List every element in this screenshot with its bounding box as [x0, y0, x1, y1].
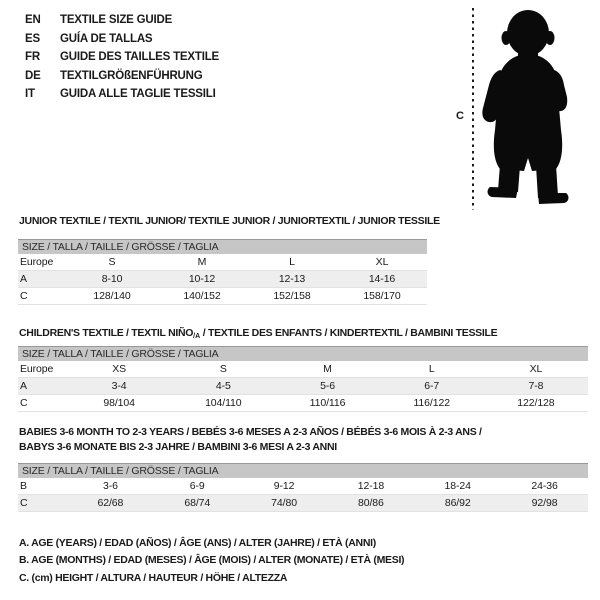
- row-label: B: [20, 480, 27, 492]
- lang-code: IT: [25, 88, 35, 101]
- footnote-a-age-years: A. AGE (YEARS) / EDAD (AÑOS) / ÂGE (ANS) / ALTER (JAHRE) / ETÀ (ANNI): [19, 536, 376, 549]
- table-cell: 12-18: [357, 480, 385, 492]
- row-label: C: [20, 290, 28, 302]
- lang-code: DE: [25, 69, 41, 82]
- table-cell: 9-12: [273, 480, 295, 492]
- table-cell: 104/110: [205, 397, 242, 409]
- babies-title-line2: BABYS 3-6 MONATE BIS 2-3 JAHRE / BAMBINI 3-6 MESI A 2-3 ANNI: [19, 441, 337, 453]
- junior-size-header-bar: SIZE / TALLA / TAILLE / GRÖSSE / TAGLIA: [18, 239, 427, 254]
- babies-table-title: [19, 425, 482, 455]
- row-label: A: [20, 380, 27, 392]
- lang-row-de: [25, 67, 219, 86]
- table-cell: 62/68: [97, 497, 124, 509]
- column-header: XL: [375, 256, 389, 268]
- table-cell: 3-6: [102, 480, 118, 492]
- babies-row-age-months: [18, 478, 588, 495]
- children-size-table: [18, 346, 588, 412]
- children-title-subscript: /A: [193, 333, 201, 340]
- lang-row-it: [25, 85, 219, 104]
- table-cell: 4-5: [215, 380, 231, 392]
- junior-column-header-row: [18, 254, 427, 271]
- table-cell: 14-16: [368, 273, 396, 285]
- children-column-header-row: [18, 361, 588, 378]
- children-title-pre: CHILDREN'S TEXTILE / TEXTIL NIÑO: [19, 327, 194, 339]
- table-cell: 80/86: [358, 497, 384, 509]
- table-cell: 140/152: [183, 290, 221, 302]
- row-label: A: [20, 273, 27, 285]
- language-title-list: [25, 11, 219, 104]
- babies-row-height-cm: [18, 495, 588, 512]
- children-row-age-years: [18, 378, 588, 395]
- column-header: Europe: [20, 256, 54, 268]
- footnote-b-age-months: B. AGE (MONTHS) / EDAD (MESES) / ÂGE (MOIS) / ALTER (MONATE) / ETÀ (MESI): [19, 554, 405, 567]
- column-header: M: [197, 256, 207, 268]
- table-cell: 5-6: [320, 380, 335, 392]
- column-header: S: [219, 363, 227, 375]
- baby-figure: [440, 0, 600, 215]
- children-title-post: / TEXTILE DES ENFANTS / KINDERTEXTIL / BAMBINI TESSILE: [200, 327, 498, 339]
- table-cell: 6-7: [424, 380, 440, 392]
- lang-title: GUIDA ALLE TAGLIE TESSILI: [60, 88, 216, 101]
- baby-silhouette-figure: [440, 0, 600, 215]
- column-header: L: [289, 256, 295, 268]
- column-header: L: [428, 363, 435, 375]
- table-cell: 24-36: [531, 480, 558, 492]
- table-cell: 74/80: [271, 497, 297, 509]
- table-cell: 8-10: [101, 273, 123, 285]
- measure-label-c: C: [456, 110, 464, 122]
- junior-table-title: JUNIOR TEXTILE / TEXTIL JUNIOR/ TEXTILE JUNIOR / JUNIORTEXTIL / JUNIOR TESSILE: [19, 215, 440, 227]
- children-table-title: [19, 327, 497, 343]
- table-cell: 122/128: [517, 397, 555, 409]
- lang-row-es: [25, 30, 219, 49]
- table-cell: 12-13: [278, 273, 306, 285]
- junior-row-age-years: [18, 271, 427, 288]
- lang-row-fr: [25, 48, 219, 67]
- babies-size-header-bar: SIZE / TALLA / TAILLE / GRÖSSE / TAGLIA: [18, 463, 588, 478]
- column-header: XL: [529, 363, 543, 375]
- table-cell: 158/170: [363, 290, 401, 302]
- lang-code: EN: [25, 14, 41, 27]
- table-cell: 86/92: [444, 497, 471, 509]
- table-cell: 6-9: [189, 480, 205, 492]
- babies-title-line1: BABIES 3-6 MONTH TO 2-3 YEARS / BEBÉS 3-6 MESES A 2-3 AÑOS / BÉBÉS 3-6 MOIS À 2-3 ANS /: [19, 426, 482, 438]
- column-header: M: [323, 363, 332, 375]
- lang-row-en: [25, 11, 219, 30]
- table-cell: 7-8: [528, 380, 544, 392]
- column-header: S: [108, 256, 116, 268]
- lang-title: TEXTILE SIZE GUIDE: [60, 14, 173, 27]
- table-cell: 116/122: [413, 397, 450, 409]
- table-cell: 98/104: [103, 397, 135, 409]
- lang-title: GUÍA DE TALLAS: [60, 32, 153, 45]
- table-cell: 92/98: [531, 497, 558, 509]
- footnote-c-height-cm: C. (cm) HEIGHT / ALTURA / HAUTEUR / HÖHE / ALTEZZA: [19, 571, 288, 584]
- lang-title: GUIDE DES TAILLES TEXTILE: [60, 51, 219, 64]
- children-row-height-cm: [18, 395, 588, 412]
- table-cell: 128/140: [93, 290, 131, 302]
- row-label: C: [20, 497, 28, 509]
- table-cell: 3-4: [111, 380, 127, 392]
- table-cell: 152/158: [273, 290, 311, 302]
- babies-size-table: [18, 463, 588, 512]
- row-label: C: [20, 397, 28, 409]
- lang-code: ES: [25, 32, 40, 45]
- junior-row-height-cm: [18, 288, 427, 305]
- baby-silhouette: [482, 10, 568, 204]
- footnote-legend: [19, 534, 404, 587]
- lang-title: TEXTILGRÖßENFÜHRUNG: [60, 69, 203, 82]
- column-header: Europe: [20, 363, 54, 375]
- junior-size-table: [18, 239, 427, 305]
- table-cell: 10-12: [188, 273, 216, 285]
- column-header: XS: [112, 363, 126, 375]
- table-cell: 110/116: [309, 397, 346, 409]
- table-cell: 18-24: [444, 480, 471, 492]
- table-cell: 68/74: [184, 497, 211, 509]
- lang-code: FR: [25, 51, 40, 64]
- children-size-header-bar: SIZE / TALLA / TAILLE / GRÖSSE / TAGLIA: [18, 346, 588, 361]
